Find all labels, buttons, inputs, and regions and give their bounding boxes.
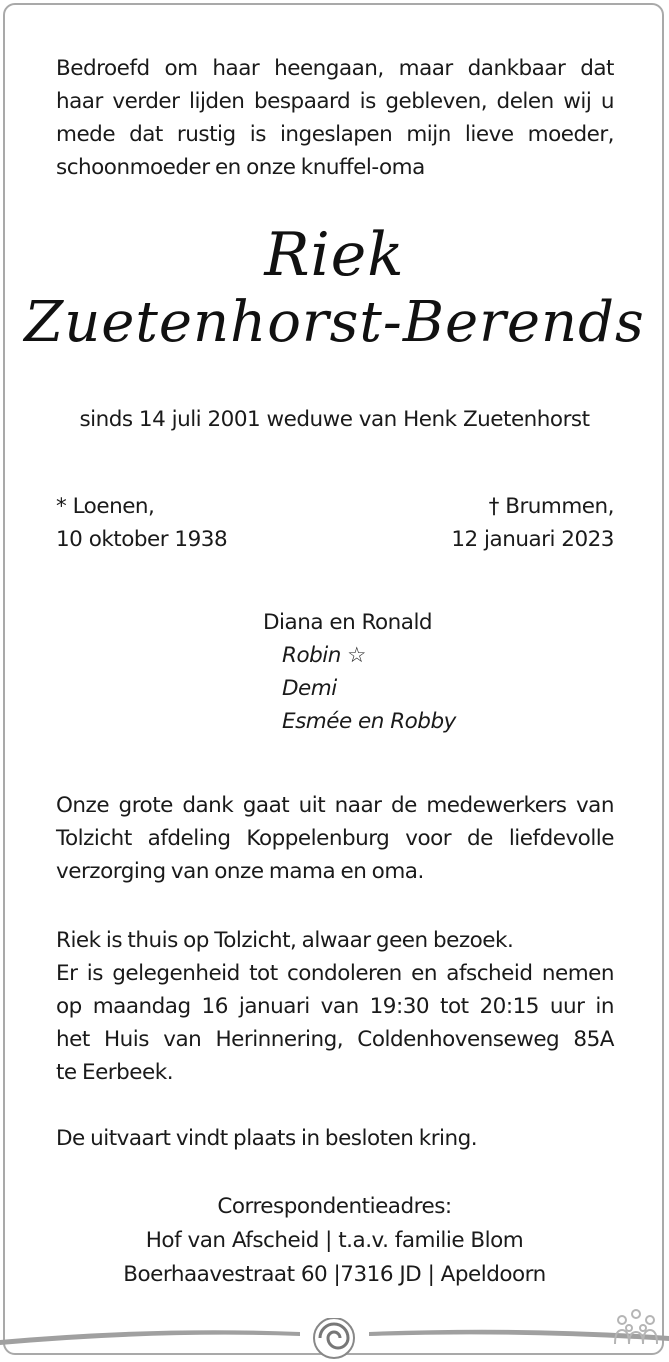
family-list	[263, 606, 456, 738]
visit-line: Er is gelegenheid tot condoleren en afscheid nemen	[56, 961, 614, 986]
intro-line: schoonmoeder en onze knuffel-oma	[56, 155, 425, 180]
footer-swoosh	[0, 1318, 669, 1362]
family-parents: Diana en Ronald	[263, 610, 433, 635]
correspondence-line: Hof van Afscheid | t.a.v. familie Blom	[145, 1228, 524, 1253]
birth-place: * Loenen,	[56, 494, 155, 519]
grandchild: Robin ☆	[282, 643, 366, 668]
birth-block	[56, 490, 227, 556]
birth-date: 10 oktober 1938	[56, 527, 228, 552]
grandchild: Demi	[282, 676, 337, 701]
correspondence-heading: Correspondentieadres:	[217, 1194, 452, 1219]
visit-line: te Eerbeek.	[56, 1060, 174, 1085]
thanks-line: Tolzicht afdeling Koppelenburg voor de liefdevolle	[56, 826, 614, 851]
deceased-first-name: Riek	[264, 220, 405, 290]
correspondence-block	[0, 1190, 669, 1292]
death-date: 12 januari 2023	[451, 527, 614, 552]
death-place: † Brummen,	[488, 494, 614, 519]
grandchild: Esmée en Robby	[282, 709, 456, 734]
rose-logo-icon	[314, 1318, 354, 1358]
visit-line: Riek is thuis op Tolzicht, alwaar geen bezoek.	[56, 928, 514, 953]
death-block	[451, 490, 614, 556]
intro-line: haar verder lijden bespaard is gebleven, delen wij u	[56, 89, 614, 114]
funeral-line: De uitvaart vindt plaats in besloten kring.	[56, 1126, 478, 1151]
deceased-last-name: Zuetenhorst-Berends	[24, 290, 645, 355]
people-icon	[612, 1308, 660, 1348]
visit-line: op maandag 16 januari van 19:30 tot 20:15 uur in	[56, 994, 614, 1019]
intro-line: Bedroefd om haar heengaan, maar dankbaar dat	[56, 56, 614, 81]
thanks-paragraph	[56, 789, 614, 888]
intro-paragraph	[56, 52, 614, 184]
thanks-line: Onze grote dank gaat uit naar de medewerkers van	[56, 793, 614, 818]
correspondence-line: Boerhaavestraat 60 |7316 JD | Apeldoorn	[123, 1262, 546, 1287]
widow-line: sinds 14 juli 2001 weduwe van Henk Zuetenhorst	[79, 407, 590, 432]
thanks-line: verzorging van onze mama en oma.	[56, 859, 424, 884]
visit-paragraph	[56, 924, 614, 1089]
intro-line: mede dat rustig is ingeslapen mijn lieve moeder,	[56, 122, 614, 147]
visit-line: het Huis van Herinnering, Coldenhovenseweg 85A	[56, 1027, 614, 1052]
